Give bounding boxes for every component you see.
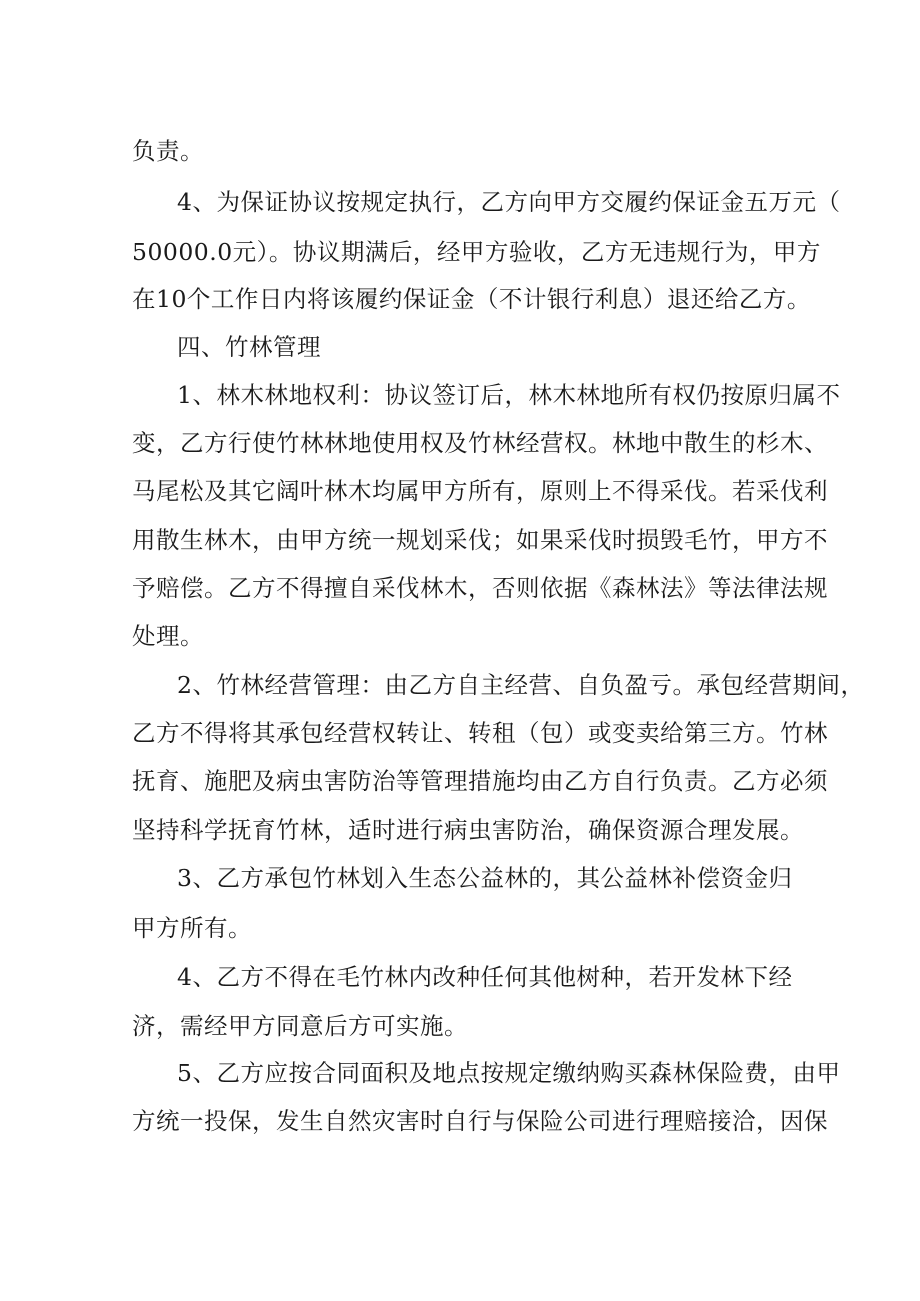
text-line: 4、乙方不得在毛竹林内改种任何其他树种，若开发林下经 bbox=[177, 963, 793, 991]
text-line: 用散生林木，由甲方统一规划采伐；如果采伐时损毁毛竹，甲方不 bbox=[132, 526, 828, 554]
text-line: 马尾松及其它阔叶林木均属甲方所有，原则上不得采伐。若采伐利 bbox=[132, 477, 828, 505]
text-line: 3、乙方承包竹林划入生态公益林的，其公益林补偿资金归 bbox=[177, 864, 793, 892]
text-line: 变，乙方行使竹林林地使用权及竹林经营权。林地中散生的杉木、 bbox=[132, 429, 828, 457]
text-line: 50000.0元）。协议期满后，经甲方验收，乙方无违规行为，甲方 bbox=[132, 238, 821, 266]
text-line: 予赔偿。乙方不得擅自采伐林木，否则依据《森林法》等法律法规 bbox=[132, 574, 828, 602]
section-heading: 四、竹林管理 bbox=[177, 333, 321, 361]
text-line: 2、竹林经营管理：由乙方自主经营、自负盈亏。承包经营期间， bbox=[177, 671, 865, 699]
text-line: 在10个工作日内将该履约保证金（不计银行利息）退还给乙方。 bbox=[132, 285, 811, 313]
text-line: 乙方不得将其承包经营权转让、转租（包）或变卖给第三方。竹林 bbox=[132, 719, 828, 747]
text-line: 抚育、施肥及病虫害防治等管理措施均由乙方自行负责。乙方必须 bbox=[132, 767, 828, 795]
text-line: 4、为保证协议按规定执行，乙方向甲方交履约保证金五万元（ bbox=[177, 188, 841, 216]
text-line: 5、乙方应按合同面积及地点按规定缴纳购买森林保险费，由甲 bbox=[177, 1059, 841, 1087]
text-line: 坚持科学抚育竹林，适时进行病虫害防治，确保资源合理发展。 bbox=[132, 816, 804, 844]
text-line: 处理。 bbox=[132, 622, 204, 650]
text-line: 方统一投保，发生自然灾害时自行与保险公司进行理赔接洽，因保 bbox=[132, 1107, 828, 1135]
text-line: 济，需经甲方同意后方可实施。 bbox=[132, 1012, 468, 1040]
text-line: 1、林木林地权利：协议签订后，林木林地所有权仍按原归属不 bbox=[177, 381, 841, 409]
text-line: 甲方所有。 bbox=[132, 914, 252, 942]
text-line: 负责。 bbox=[132, 137, 204, 165]
